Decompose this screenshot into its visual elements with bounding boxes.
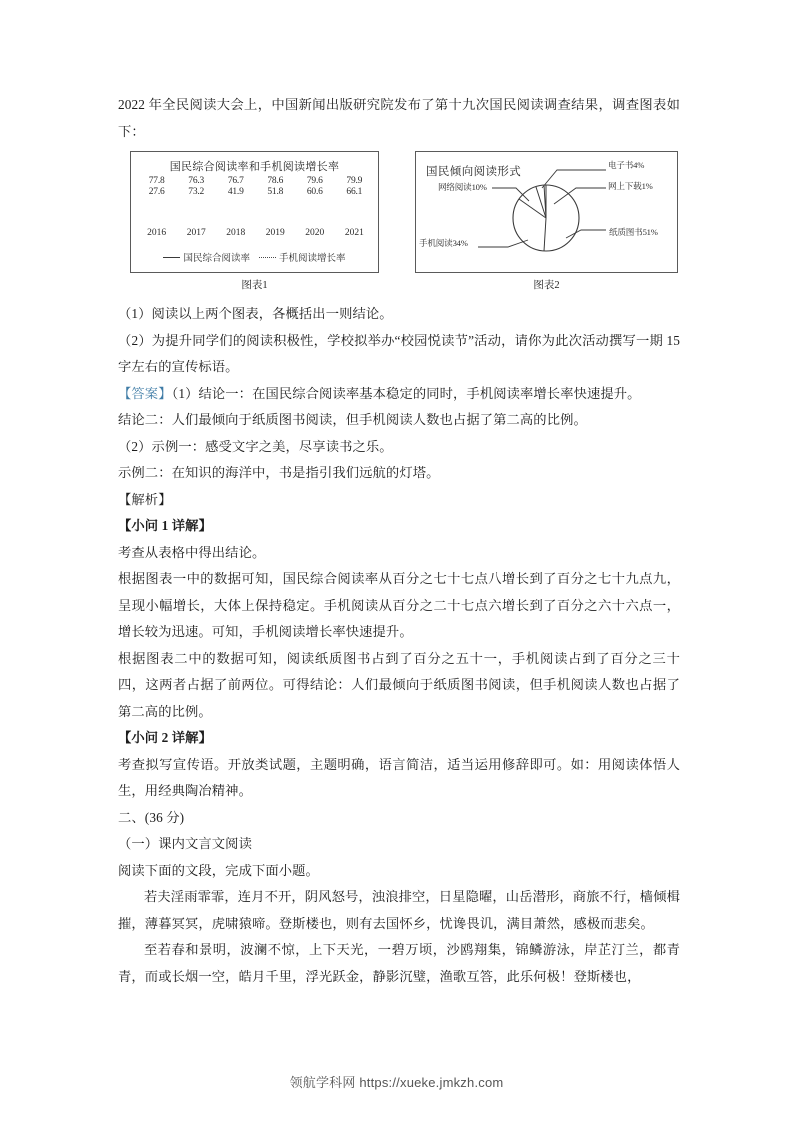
axis-tick-label: 2019	[265, 228, 285, 238]
data-label: 78.6	[267, 176, 284, 186]
data-label: 60.6	[306, 187, 323, 197]
axis-tick-label: 2021	[344, 228, 364, 238]
axis-tick-label: 2018	[226, 228, 246, 238]
answer-line-3: （2）示例一：感受文字之美，尽享读书之乐。	[118, 438, 393, 454]
pie-label-ebook: 电子书4%	[608, 160, 645, 170]
chart-1-x-axis-ticks	[137, 228, 374, 238]
question-2: （2）为提升同学们的阅读积极性，学校拟举办“校园悦读节”活动，请你为此次活动撰写一期 15 字左右的宣传标语。	[118, 332, 680, 374]
callout-line-download	[554, 188, 606, 204]
legend-entry-series-2	[259, 250, 346, 264]
page-footer-watermark: 领航学科网 https://xueke.jmkzh.com	[289, 1075, 504, 1090]
chart-1-legend	[131, 250, 378, 264]
pie-label-paper: 纸质图书51%	[609, 227, 658, 237]
data-label: 51.8	[267, 187, 284, 197]
charts-row	[118, 151, 680, 301]
legend-entry-series-1	[163, 250, 250, 264]
intro-paragraph: 2022 年全民阅读大会上，中国新闻出版研究院发布了第十九次国民阅读调查结果，调查图表如下：	[118, 97, 680, 139]
data-label: 76.3	[188, 176, 205, 186]
dotted-line-icon	[259, 257, 276, 258]
sub-question-1-body-2: 根据图表二中的数据可知，阅读纸质图书占到了百分之五十一，手机阅读占到了百分之三十四，这两者占据了前两位。可得结论：人们最倾向于纸质图书阅读，但手机阅读人数也占据了第二高的比例。	[118, 650, 680, 719]
data-label: 76.7	[227, 176, 244, 186]
passage-paragraph-1: 若夫淫雨霏霏，连月不开，阴风怒号，浊浪排空，日星隐曜，山岳潜形，商旅不行，樯倾楫摧，薄暮冥冥，虎啸猿啼。登斯楼也，则有去国怀乡，忧谗畏讥，满目萧然，感极而悲矣。	[118, 889, 680, 931]
chart-2-caption: 图表2	[533, 280, 560, 291]
legend-label: 手机阅读增长率	[279, 254, 346, 264]
section-2-heading: 二、(36 分)	[118, 809, 185, 825]
pie-label-download: 网上下载1%	[608, 181, 653, 191]
axis-tick-label: 2020	[305, 228, 325, 238]
chart-1-caption: 图表1	[241, 280, 268, 291]
chart-1-series-1-labels	[137, 176, 374, 186]
analysis-tag: 【解析】	[118, 491, 172, 507]
answer-line-1	[118, 381, 680, 408]
axis-tick-label: 2016	[147, 228, 167, 238]
data-label: 66.1	[346, 187, 363, 197]
chart-2-pie-chart	[415, 151, 678, 273]
data-label: 27.6	[148, 187, 165, 197]
sub-question-1-intro: 考查从表格中得出结论。	[118, 544, 266, 560]
passage-paragraph-2: 至若春和景明，波澜不惊，上下天光，一碧万顷，沙鸥翔集，锦鳞游泳，岸芷汀兰，都青青，而或长烟一空，皓月千里，浮光跃金，静影沉璧，渔歌互答，此乐何极！登斯楼也，	[118, 942, 680, 984]
section-2-instruction: 阅读下面的文段，完成下面小题。	[118, 862, 319, 878]
sub-question-2-tag: 【小问 2 详解】	[118, 730, 212, 745]
chart-1-series-2-labels	[137, 187, 374, 197]
answer-tag: 【答案】	[118, 385, 172, 401]
legend-label: 国民综合阅读率	[183, 254, 250, 264]
sub-question-1-tag: 【小问 1 详解】	[118, 518, 212, 533]
pie-label-web: 网络阅读10%	[438, 182, 487, 192]
pie-divider-paper-end	[544, 218, 546, 251]
answer-line-4: 示例二：在知识的海洋中，书是指引我们远航的灯塔。	[118, 465, 440, 480]
pie-label-mobile: 手机阅读34%	[419, 238, 468, 248]
answer-line-2: 结论二：人们最倾向于纸质图书阅读，但手机阅读人数也占据了第二高的比例。	[118, 412, 587, 427]
chart-2-title: 国民倾向阅读形式	[426, 166, 522, 178]
chart-1-line-chart	[130, 151, 379, 273]
question-1: （1）阅读以上两个图表，各概括出一则结论。	[118, 306, 393, 321]
callout-line-paper	[566, 230, 606, 238]
answer-text: （1）结论一：在国民综合阅读率基本稳定的同时，手机阅读率增长率快速提升。	[171, 385, 641, 401]
data-label: 77.8	[148, 176, 165, 186]
data-label: 41.9	[227, 187, 244, 197]
chart-1-plot-area	[137, 176, 374, 226]
data-label: 79.6	[306, 176, 323, 186]
data-label: 73.2	[188, 187, 205, 197]
section-2-subheading: （一）课内文言文阅读	[118, 836, 252, 851]
sub-question-1-body: 根据图表一中的数据可知，国民综合阅读率从百分之七十七点八增长到了百分之七十九点九，呈现小幅增长，大体上保持稳定。手机阅读从百分之二十七点六增长到了百分之六十六点一，增长较为迅速。可知，手机阅读增长率快速提升。	[118, 571, 680, 639]
chart-1-title: 国民综合阅读率和手机阅读增长率	[169, 161, 340, 173]
axis-tick-label: 2017	[186, 228, 206, 238]
callout-line-mobile	[478, 240, 528, 247]
sub-question-2-body: 考查拟写宣传语。开放类试题，主题明确，语言简洁，适当运用修辞即可。如：用阅读体悟人生，用经典陶冶精神。	[118, 756, 680, 798]
pie-divider-mobile-end	[519, 199, 546, 218]
solid-line-icon	[163, 257, 180, 258]
document-content	[118, 92, 680, 990]
data-label: 79.9	[346, 176, 363, 186]
